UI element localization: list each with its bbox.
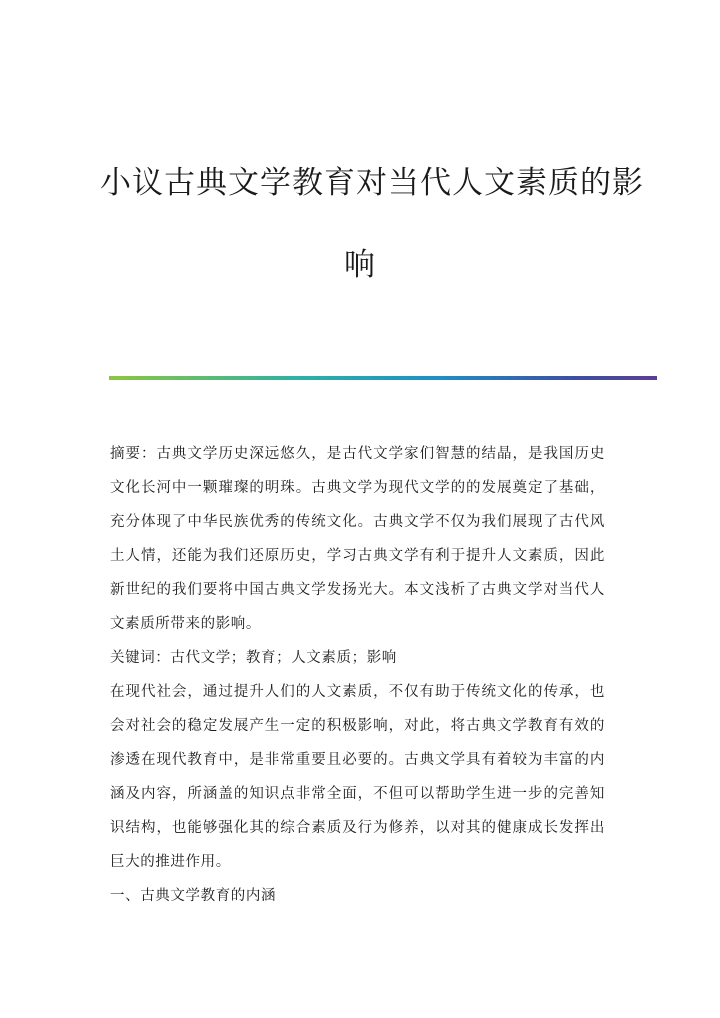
abstract-paragraph: 摘要：古典文学历史深远悠久，是古代文学家们智慧的结晶，是我国历史文化长河中一颗璀璨的明珠。古典文学为现代文学的的发展奠定了基础，充分体现了中华民族优秀的传统文化。古典文学不仅为我们展现了古代风土人情，还能为我们还原历史，学习古典文学有利于提升人文素质，因此新世纪的我们要将中国古典文学发扬光大。本文浅析了古典文学对当代人文素质所带来的影响。 <box>110 446 605 632</box>
gradient-divider <box>109 376 657 380</box>
intro-paragraph: 在现代社会，通过提升人们的人文素质，不仅有助于传统文化的传承，也会对社会的稳定发展产生一定的积极影响，对此，将古典文学教育有效的渗透在现代教育中，是非常重要且必要的。古典文学具有着较为丰富的内涵及内容，所涵盖的知识点非常全面，不但可以帮助学生进一步的完善知识结构，也能够强化其的综合素质及行为修养，以对其的健康成长发挥出巨大的推进作用。 <box>110 684 605 870</box>
document-title-line1: 小议古典文学教育对当代人文素质的影 <box>100 165 644 201</box>
section-heading: 一、古典文学教育的内涵 <box>110 888 277 904</box>
document-body <box>110 437 605 913</box>
title-block <box>100 165 644 284</box>
document-title-line2: 响 <box>344 247 376 284</box>
keywords-line: 关键词：古代文学；教育；人文素质；影响 <box>110 650 397 666</box>
